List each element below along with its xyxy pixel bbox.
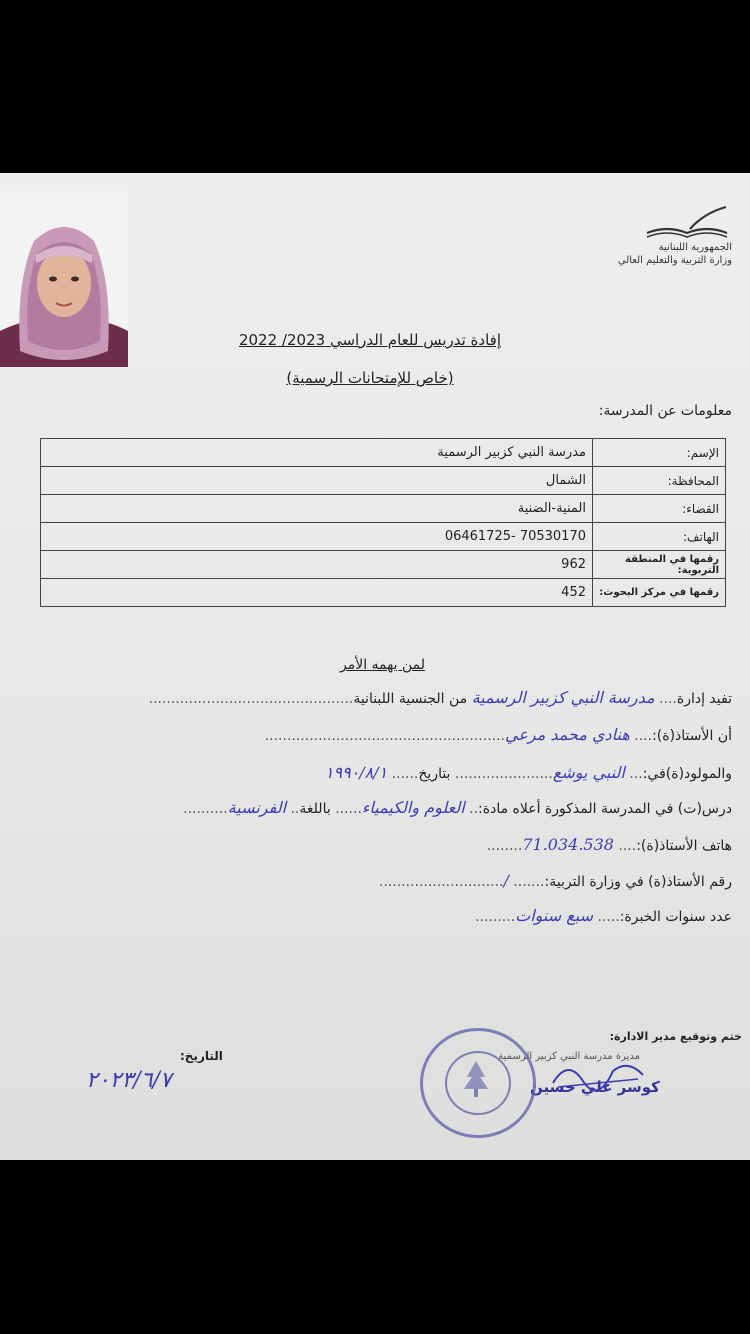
label: تفيد إدارة bbox=[676, 691, 732, 707]
row-label: الإسم: bbox=[593, 439, 726, 467]
label: بتاريخ bbox=[418, 766, 451, 782]
label: رقم الأستاذ(ة) في وزارة التربية: bbox=[544, 874, 732, 890]
table-row bbox=[41, 523, 726, 551]
body-line-ministry-number: رقم الأستاذ(ة) في وزارة التربية:....... /............................ bbox=[378, 871, 732, 890]
table-row bbox=[41, 495, 726, 523]
row-value: الشمال bbox=[41, 467, 593, 495]
label: والمولود(ة)في: bbox=[642, 766, 732, 782]
body-line-birth: والمولود(ة)في:... النبي يوشع...................... بتاريخ...... ١٩٩٠/٨/١ bbox=[324, 763, 732, 782]
body-line-experience: عدد سنوات الخبرة:..... سبع سنوات......... bbox=[475, 906, 732, 925]
row-value: 962 bbox=[41, 551, 593, 579]
document-title: إفادة تدريس للعام الدراسي 2023/ 2022 bbox=[238, 331, 502, 349]
signature-subtitle: مديرة مدرسة النبي كزبير الرسمية bbox=[498, 1051, 640, 1062]
open-book-icon bbox=[642, 203, 732, 241]
label: من الجنسية اللبنانية bbox=[353, 691, 468, 707]
date-label: التاريخ: bbox=[180, 1049, 223, 1063]
label: هاتف الأستاذ(ة): bbox=[636, 838, 732, 854]
logo-line-2: وزارة التربية والتعليم العالي bbox=[617, 255, 732, 266]
signature-name: كوسر علي حسين bbox=[530, 1078, 660, 1096]
official-stamp bbox=[420, 1028, 536, 1138]
handwritten-birthdate: ١٩٩٠/٨/١ bbox=[324, 763, 388, 782]
ministry-logo bbox=[592, 203, 732, 267]
cedar-icon bbox=[447, 1053, 505, 1109]
handwritten-subject: العلوم والكيمياء bbox=[361, 798, 465, 817]
to-whom-heading: لمن يهمه الأمر bbox=[340, 657, 425, 673]
row-label: المحافظة: bbox=[593, 467, 726, 495]
body-line-school: تفيد إدارة.... مدرسة النبي كزبير الرسمية من الجنسية اللبنانية.............................................. bbox=[148, 688, 732, 707]
school-info-table bbox=[40, 438, 726, 607]
row-value: مدرسة النبي كزبير الرسمية bbox=[41, 439, 593, 467]
body-line-teacher: أن الأستاذ(ة):.... هنادي محمد مرعي...................................................... bbox=[264, 725, 732, 744]
handwritten-teacher-name: هنادي محمد مرعي bbox=[505, 725, 630, 744]
row-label: رقمها في المنطقة التربوية: bbox=[593, 551, 726, 579]
row-label: رقمها في مركز البحوث: bbox=[593, 579, 726, 607]
row-value: 452 bbox=[41, 579, 593, 607]
body-line-subject: درس(ت) في المدرسة المذكورة أعلاه مادة:.. العلوم والكيمياء...... باللغة.. الفرنسية.......... bbox=[183, 798, 732, 817]
handwritten-ministry-number: / bbox=[503, 871, 509, 890]
handwritten-birthplace: النبي يوشع bbox=[552, 763, 625, 782]
body-line-phone: هاتف الأستاذ(ة):.... 71.034.538........ bbox=[486, 835, 732, 854]
handwritten-phone: 71.034.538 bbox=[522, 835, 614, 854]
table-row bbox=[41, 467, 726, 495]
label: درس(ت) في المدرسة المذكورة أعلاه مادة: bbox=[478, 801, 732, 817]
applicant-photo bbox=[0, 191, 128, 367]
table-row bbox=[41, 439, 726, 467]
row-label: القضاء: bbox=[593, 495, 726, 523]
signature-scribble bbox=[548, 1053, 648, 1093]
label: عدد سنوات الخبرة: bbox=[619, 909, 732, 925]
stamp-inner-ring bbox=[445, 1051, 511, 1115]
table-row bbox=[41, 551, 726, 579]
row-label: الهاتف: bbox=[593, 523, 726, 551]
label: أن الأستاذ(ة): bbox=[652, 728, 732, 744]
handwritten-language: الفرنسية bbox=[227, 798, 287, 817]
label: باللغة bbox=[299, 801, 331, 817]
document-page bbox=[0, 173, 750, 1160]
logo-line-1: الجمهورية اللبنانية bbox=[658, 242, 732, 253]
handwritten-school: مدرسة النبي كزبير الرسمية bbox=[471, 688, 655, 707]
handwritten-date: ٢٠٢٣/٦/٧ bbox=[86, 1068, 172, 1093]
signature-label: ختم وتوقيع مدير الادارة: bbox=[609, 1030, 742, 1043]
document-subtitle: (خاص للإمتحانات الرسمية) bbox=[286, 369, 454, 387]
row-value: 70530170 -06461725 bbox=[41, 523, 593, 551]
table-row bbox=[41, 579, 726, 607]
row-value: المنية-الضنية bbox=[41, 495, 593, 523]
school-info-heading: معلومات عن المدرسة: bbox=[598, 403, 732, 419]
handwritten-experience: سبع سنوات bbox=[515, 906, 593, 925]
